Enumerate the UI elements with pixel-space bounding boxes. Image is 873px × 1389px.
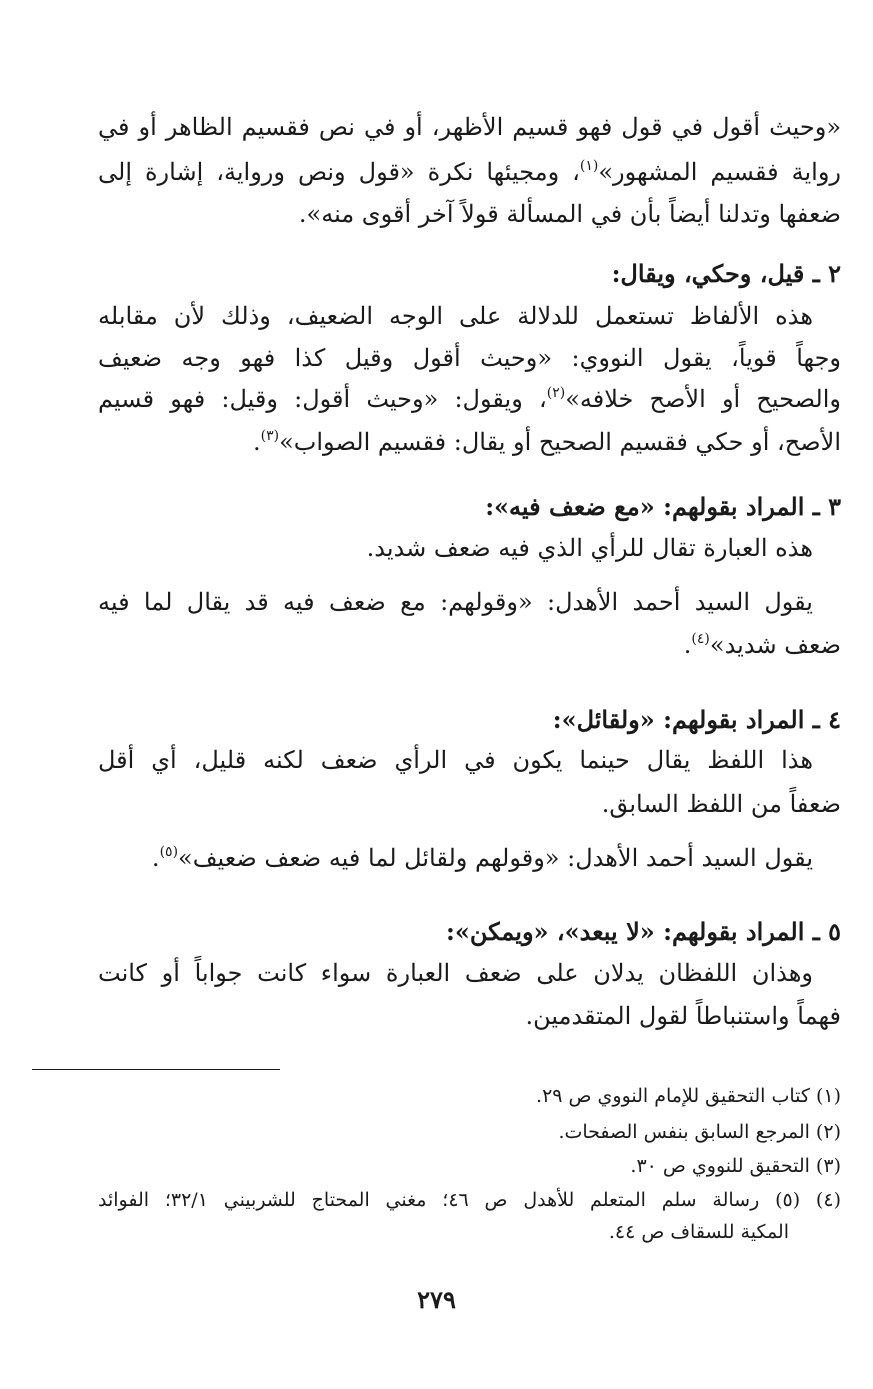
footnote-ref-2: (٢)	[546, 385, 566, 401]
section-5-heading: ٥ ـ المراد بقولهم: «لا يبعد»، «ويمكن»:	[446, 917, 841, 946]
section-3-heading: ٣ ـ المراد بقولهم: «مع ضعف فيه»:	[485, 492, 841, 521]
footnote-separator	[32, 1069, 280, 1070]
footnote-4-continued: المكية للسقاف ص ٤٤.	[608, 1221, 789, 1243]
footnote-1: (١) كتاب التحقيق للإمام النووي ص ٢٩.	[536, 1085, 841, 1107]
section-2-heading: ٢ ـ قيل، وحكي، ويقال:	[611, 259, 841, 288]
intro-line-3: ضعفها وتدلنا أيضاً بأن في المسألة قولاً آخر أقوى منه».	[298, 200, 841, 228]
s2-line-3: والصحيح أو الأصح خلافه»$^{(٢)}$، ويقول: «وحيث أقول: وقيل: فهو قسيم	[98, 385, 841, 413]
s3-line-1: هذه العبارة تقال للرأي الذي فيه ضعف شديد.	[366, 534, 813, 562]
s4-line-2: ضعفاً من اللفظ السابق.	[601, 790, 841, 818]
page-number: ٢٧٩	[417, 1285, 456, 1314]
s3-line-2: يقول السيد أحمد الأهدل: «وقولهم: مع ضعف فيه قد يقال لما فيه	[98, 588, 813, 616]
s3-line-3: ضعف شديد»$^{(٤)}$.	[683, 631, 841, 659]
s2-line-2: وجهاً قوياً، يقول النووي: «وحيث أقول وقيل كذا فهو وجه ضعيف	[98, 344, 841, 372]
footnote-4: (٤) (٥) رسالة سلم المتعلم للأهدل ص ٤٦؛ مغني المحتاج للشربيني ٣٢/١؛ الفوائد	[98, 1189, 841, 1211]
s2-line-1: هذه الألفاظ تستعمل للدلالة على الوجه الضعيف، وذلك لأن مقابله	[98, 302, 813, 330]
footnote-ref-4: (٤)	[691, 631, 710, 647]
s2-line-4: الأصح، أو حكي فقسيم الصحيح أو يقال: فقسيم الصواب»$^{(٣)}$.	[252, 428, 841, 456]
footnote-ref-1: (١)	[579, 158, 599, 174]
intro-line-1: «وحيث أقول في قول فهو قسيم الأظهر، أو في نص فقسيم الظاهر أو في	[98, 113, 842, 141]
s4-line-1: هذا اللفظ يقال حينما يكون في الرأي ضعف لكنه قليل، أي أقل	[98, 746, 813, 774]
intro-line-2: رواية فقسيم المشهور»$^{(١)}$، ومجيئها نكرة «قول ونص ورواية، إشارة إلى	[98, 158, 842, 186]
s5-line-2: فهماً واستنباطاً لقول المتقدمين.	[525, 1002, 841, 1030]
footnote-2: (٢) المرجع السابق بنفس الصفحات.	[558, 1121, 841, 1143]
footnote-ref-3: (٣)	[260, 428, 280, 444]
footnote-3: (٣) التحقيق للنووي ص ٣٠.	[630, 1155, 841, 1177]
s5-line-1: وهذان اللفظان يدلان على ضعف العبارة سواء كانت جواباً أو كانت	[98, 959, 813, 987]
s4-line-3: يقول السيد أحمد الأهدل: «وقولهم ولقائل لما فيه ضعف ضعيف»$^{(٥)}$.	[151, 844, 813, 872]
section-4-heading: ٤ ـ المراد بقولهم: «ولقائل»:	[552, 705, 841, 734]
footnote-ref-5: (٥)	[159, 844, 179, 860]
